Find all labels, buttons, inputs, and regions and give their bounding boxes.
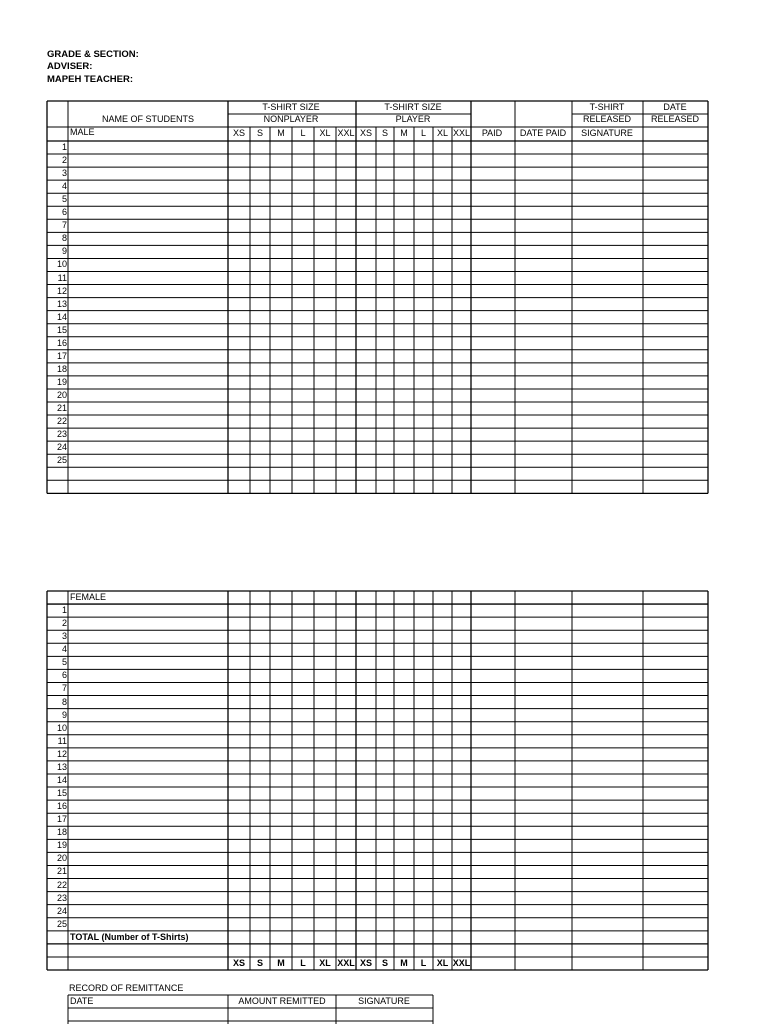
total-player-size-xl: XL [436,957,449,968]
total-player-size-s: S [381,957,389,968]
male-row-number: 22 [56,416,67,427]
name-of-students-header: NAME OF STUDENTS [101,114,195,124]
nonplayer-size-l: L [300,128,306,138]
male-row-number: 18 [56,363,67,374]
tshirt-released-header-3: SIGNATURE [581,128,633,138]
male-row-number: 13 [56,298,67,309]
total-player-size-l: L [420,957,427,968]
mapeh-teacher-label: MAPEH TEACHER: [47,74,134,85]
player-subtitle: PLAYER [395,114,431,124]
tshirt-released-header-1: T-SHIRT [589,102,625,112]
female-row-number: 11 [57,735,67,746]
male-row-number: 3 [61,168,67,179]
nonplayer-subtitle: NONPLAYER [263,114,319,124]
female-row-number: 15 [56,788,67,799]
male-row-number: 16 [56,337,67,348]
male-row-number: 6 [61,207,67,218]
female-row-number: 14 [56,774,67,785]
paid-header: PAID [481,128,503,138]
male-row-number: 8 [61,233,67,244]
male-row-number: 14 [56,311,67,322]
player-size-xl: XL [436,128,449,138]
date-released-header-1: DATE [663,102,687,112]
male-row-number: 7 [61,220,67,231]
female-row-number: 10 [56,722,67,733]
total-nonplayer-size-m: M [277,957,285,968]
female-row-number: 16 [56,801,67,812]
male-row-number: 5 [61,194,67,205]
total-player-size-xxl: XXL [452,957,471,968]
total-player-size-xs: XS [359,957,373,968]
player-size-s: S [381,128,389,138]
male-row-number: 19 [56,376,67,387]
female-row-number: 4 [61,644,67,655]
male-row-number: 21 [56,403,67,413]
date-paid-header: DATE PAID [519,128,567,138]
total-nonplayer-size-xs: XS [232,957,246,968]
nonplayer-size-m: M [277,128,285,138]
remittance-title: RECORD OF REMITTANCE [69,983,184,993]
male-row-number: 11 [57,272,67,283]
female-row-number: 8 [61,696,67,707]
grade-section-label: GRADE & SECTION: [47,49,139,60]
female-row-number: 7 [61,683,67,694]
remittance-amount-header: AMOUNT REMITTED [238,996,326,1006]
male-row-number: 24 [56,442,67,453]
male-label: MALE [70,127,95,137]
male-row-number: 15 [56,324,67,335]
female-row-number: 24 [56,905,67,916]
player-size-title: T-SHIRT SIZE [384,102,442,112]
male-row-number: 20 [56,389,67,400]
male-row-number: 2 [61,155,67,166]
female-row-number: 12 [56,748,67,759]
female-row-number: 20 [56,853,67,864]
date-released-header-2: RELEASED [650,114,700,124]
female-row-number: 19 [56,840,67,851]
player-size-l: L [420,128,427,138]
nonplayer-size-title: T-SHIRT SIZE [262,102,320,112]
player-size-xxl: XXL [452,128,471,138]
female-row-number: 3 [61,631,67,642]
female-row-number: 9 [61,709,67,720]
female-row-number: 17 [56,814,67,825]
remittance-date-header: DATE [70,996,94,1006]
male-row-number: 10 [56,259,67,270]
nonplayer-size-xl: XL [319,128,331,138]
total-label: TOTAL (Number of T-Shirts) [70,931,189,942]
male-row-number: 23 [56,429,67,440]
male-row-number: 9 [61,246,67,257]
male-row-number: 12 [56,285,67,296]
female-row-number: 25 [56,918,67,929]
total-nonplayer-size-xxl: XXL [337,957,355,968]
remittance-signature-header: SIGNATURE [358,996,410,1006]
nonplayer-size-xxl: XXL [337,128,355,138]
female-row-number: 2 [61,618,67,629]
female-row-number: 18 [56,827,67,838]
female-row-number: 5 [61,657,67,668]
total-nonplayer-size-s: S [256,957,264,968]
female-row-number: 21 [56,866,67,877]
female-row-number: 6 [61,670,67,681]
female-row-number: 22 [56,879,67,890]
female-row-number: 23 [56,892,67,903]
total-nonplayer-size-l: L [300,957,306,968]
female-row-number: 13 [56,761,67,772]
player-size-xs: XS [359,128,373,138]
male-row-number: 1 [61,142,67,152]
tshirt-released-header-2: RELEASED [582,114,632,124]
nonplayer-size-xs: XS [232,128,246,138]
female-row-number: 1 [61,605,67,616]
male-row-number: 4 [61,181,67,192]
adviser-label: ADVISER: [47,61,93,72]
nonplayer-size-s: S [256,128,264,138]
male-row-number: 17 [56,350,67,361]
player-size-m: M [400,128,408,138]
total-player-size-m: M [400,957,408,968]
male-row-number: 25 [56,455,67,466]
total-nonplayer-size-xl: XL [319,957,331,968]
female-label: FEMALE [70,592,107,602]
